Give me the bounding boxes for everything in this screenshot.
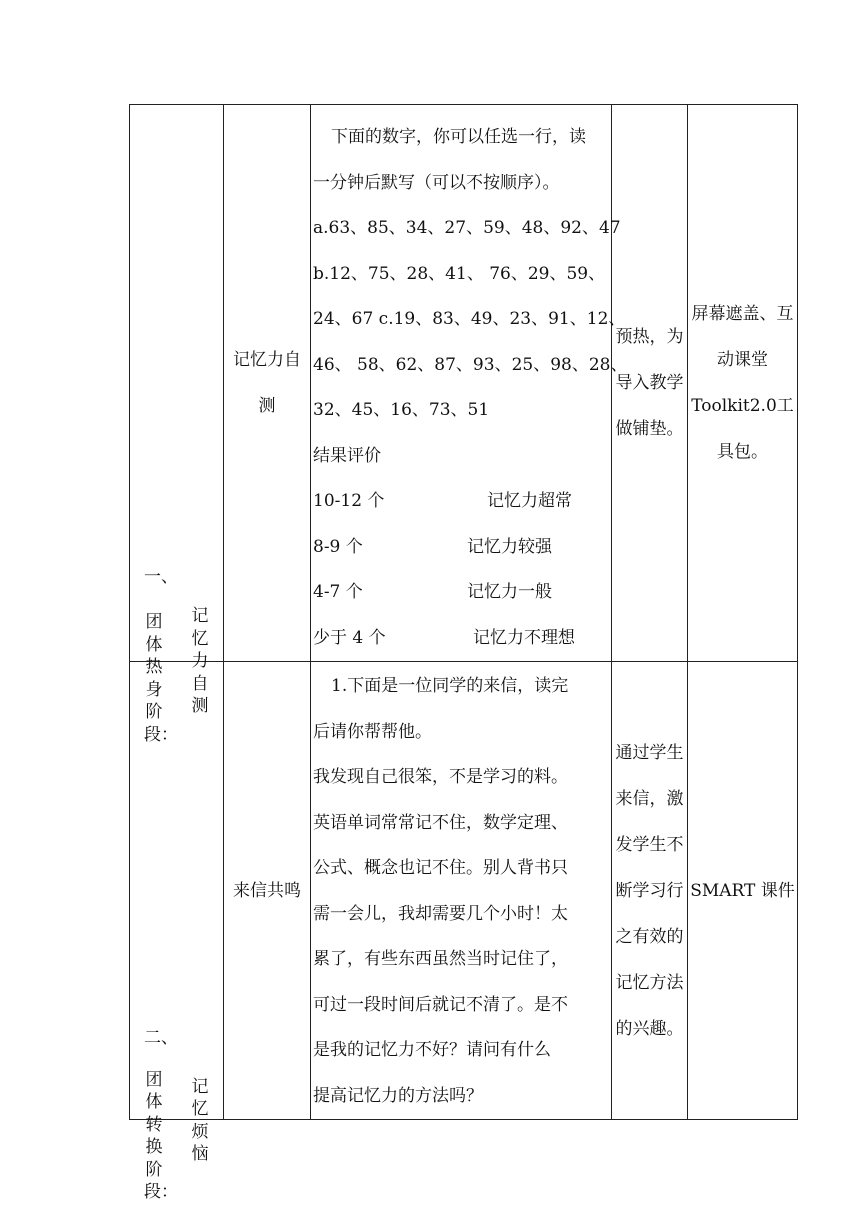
content-line: 1.下面是一位同学的来信，读完 — [331, 676, 569, 696]
evaluation-heading: 结果评价 — [313, 445, 381, 466]
content-line: 后请你帮帮他。 — [313, 721, 432, 742]
resource-text: SMART 课件 — [690, 880, 795, 901]
content-line: 英语单词常常记不住，数学定理、 — [313, 812, 568, 833]
content-line: 可过一段时间后就记不清了。是不 — [313, 994, 568, 1015]
content-line: 是我的记忆力不好？请问有什么 — [313, 1040, 551, 1060]
evaluation-row — [313, 479, 611, 525]
purpose-cell — [612, 662, 688, 1120]
evaluation-row — [313, 570, 611, 616]
content-line: 24、67 c.19、83、49、23、91、12、 — [313, 309, 626, 329]
evaluation-row — [313, 525, 611, 571]
table-row — [130, 662, 798, 1120]
content-line: 公式、概念也记不住。别人背书只 — [313, 858, 568, 878]
table-row — [130, 105, 798, 662]
stage-cell — [130, 105, 224, 745]
evaluation-result: 记忆力不理想 — [473, 627, 575, 648]
activity-name: 记忆力自测 — [233, 350, 301, 416]
resource-cell — [688, 662, 798, 1120]
resource-cell — [688, 105, 798, 662]
content-line: 一分钟后默写（可以不按顺序）。 — [313, 172, 560, 193]
evaluation-range: 少于 4 个 — [313, 627, 386, 648]
purpose-cell — [612, 105, 688, 662]
resource-text: 屏幕遮盖、互动课堂Toolkit2.0工具包。 — [691, 304, 794, 462]
stage-number: 二、 — [144, 1027, 178, 1048]
evaluation-result: 记忆力较强 — [467, 536, 552, 557]
content-line: 46、 58、62、87、93、25、98、28、 — [313, 354, 628, 375]
content-line: b.12、75、28、41、 76、29、59、 — [313, 263, 606, 284]
stage-theme: 记忆烦恼 — [191, 1076, 209, 1164]
evaluation-result: 记忆力一般 — [467, 582, 552, 602]
content-line: a.63、85、34、27、59、48、92、47 — [313, 218, 621, 238]
evaluation-result: 记忆力超常 — [487, 491, 572, 511]
lesson-plan-table — [129, 104, 798, 1202]
stage-number: 一、 — [144, 567, 178, 587]
content-line: 我发现自己很笨，不是学习的料。 — [313, 767, 568, 787]
stage-name: 团体热身阶段： — [144, 612, 178, 745]
purpose-text: 预热，为导入教学做铺垫。 — [615, 327, 684, 439]
evaluation-row — [313, 616, 611, 662]
content-line: 32、45、16、73、51 — [313, 400, 490, 420]
activity-cell — [224, 662, 311, 1120]
content-cell — [311, 662, 612, 1120]
activity-name: 来信共鸣 — [233, 880, 301, 901]
evaluation-range: 4-7 个 — [313, 582, 363, 602]
stage-theme: 记忆力自测 — [191, 606, 209, 716]
content-line: 提高记忆力的方法吗？ — [313, 1085, 483, 1106]
content-cell — [311, 105, 628, 662]
stage-name: 团体转换阶段： — [144, 1069, 178, 1202]
evaluation-range: 8-9 个 — [313, 536, 363, 557]
content-line: 需一会儿，我却需要几个小时！太 — [313, 903, 568, 924]
content-line: 下面的数字，你可以任选一行，读 — [331, 127, 586, 147]
content-line: 累了，有些东西虽然当时记住了， — [313, 949, 568, 969]
evaluation-range: 10-12 个 — [313, 491, 385, 511]
activity-cell — [224, 105, 311, 662]
purpose-text: 通过学生来信，激发学生不断学习行之有效的记忆方法的兴趣。 — [615, 742, 684, 1039]
